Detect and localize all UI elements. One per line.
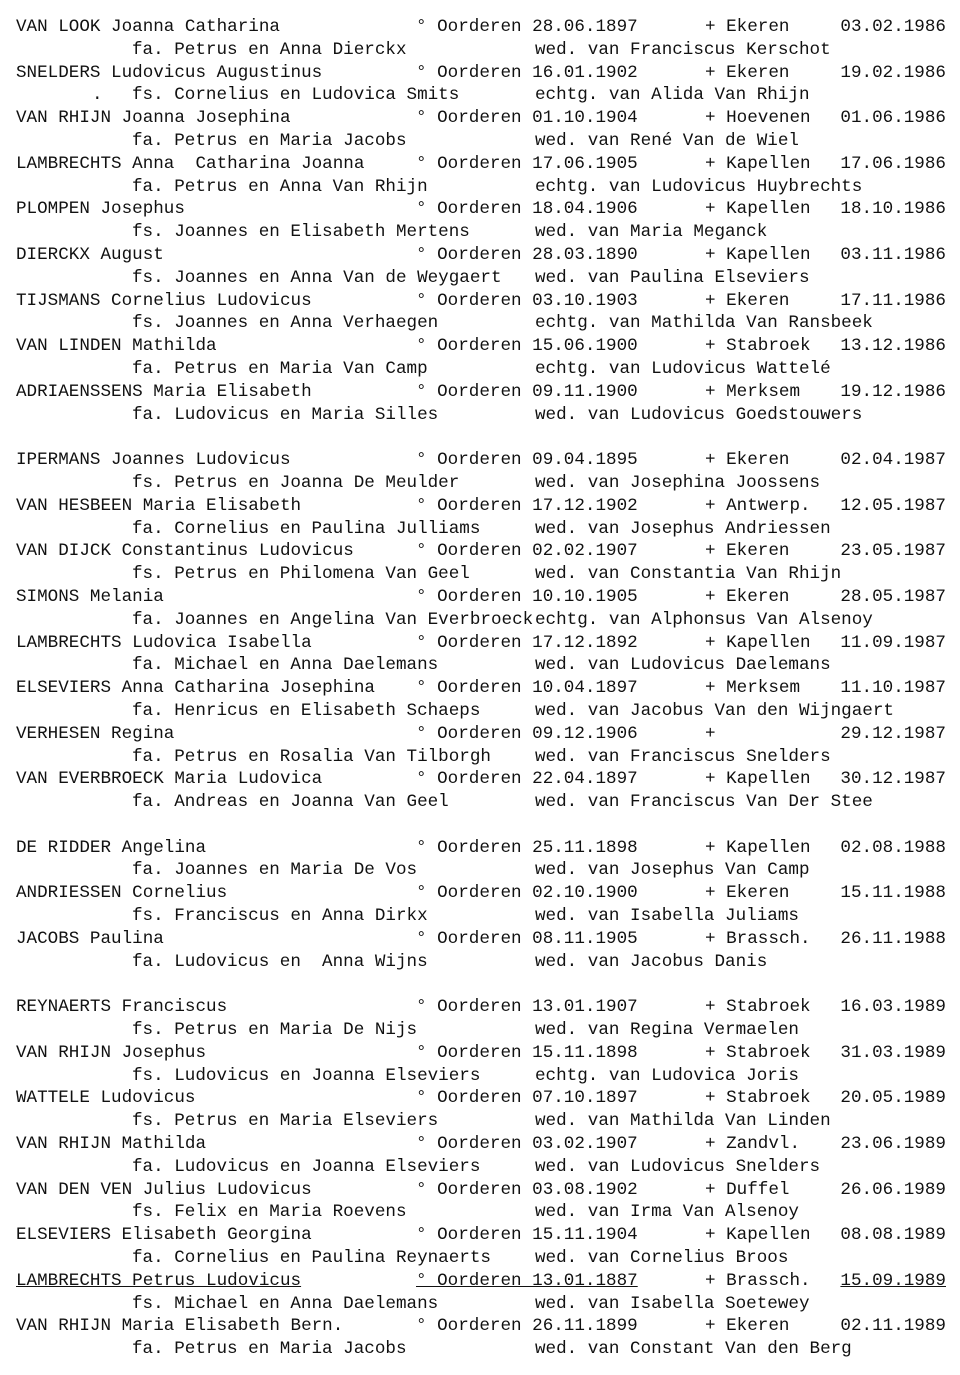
entry-main-line: [0, 768, 960, 791]
death-place: + Ekeren: [705, 450, 790, 471]
entry-main-line: [0, 540, 960, 563]
death-info: [705, 837, 946, 860]
parents-info: fa. Cornelius en Paulina Reynaerts: [132, 1248, 491, 1269]
death-place: + Ekeren: [705, 290, 790, 311]
parents-info: fa. Petrus en Maria Jacobs: [132, 130, 407, 151]
parents-info: fs. Ludovicus en Joanna Elseviers: [132, 1065, 481, 1086]
entry-main-line: [0, 244, 960, 267]
birth-info: ° Oorderen 28.03.1890: [416, 244, 638, 265]
entry-main-line: [0, 1087, 960, 1110]
entry-main-line: [0, 495, 960, 518]
person-name: VAN RHIJN Joanna Josephina: [16, 108, 291, 129]
death-place: + Ekeren: [705, 541, 790, 562]
death-info: [705, 198, 946, 221]
death-info: [705, 62, 946, 85]
death-place: + Kapellen: [705, 632, 811, 653]
register-entry: [0, 586, 960, 632]
register-entry: [0, 1270, 960, 1316]
parents-info: fa. Michael en Anna Daelemans: [132, 655, 439, 676]
death-place: + Kapellen: [705, 199, 811, 220]
spouse-info: wed. van Regina Vermaelen: [535, 1020, 799, 1041]
parents-info: fa. Andreas en Joanna Van Geel: [132, 792, 449, 813]
person-name: SNELDERS Ludovicus Augustinus: [16, 62, 323, 83]
person-name: SIMONS Melania: [16, 586, 164, 607]
parents-info: fa. Petrus en Anna Van Rhijn: [132, 176, 428, 197]
entry-detail-line: [0, 518, 960, 541]
death-info: [705, 928, 946, 951]
year-separator: [0, 426, 960, 449]
parents-info: fa. Cornelius en Paulina Julliams: [132, 518, 481, 539]
spouse-info: wed. van Constant Van den Berg: [535, 1339, 852, 1360]
person-name: VAN RHIJN Maria Elisabeth Bern.: [16, 1316, 344, 1337]
person-name: DE RIDDER Angelina: [16, 837, 207, 858]
entry-detail-line: [0, 1338, 960, 1361]
entry-detail-line: [0, 176, 960, 199]
entry-main-line: [0, 62, 960, 85]
birth-info: ° Oorderen 09.12.1906: [416, 723, 638, 744]
person-name: VAN RHIJN Josephus: [16, 1042, 207, 1063]
death-date: 11.10.1987: [840, 678, 946, 699]
register-entry: [0, 1224, 960, 1270]
birth-info: ° Oorderen 07.10.1897: [416, 1088, 638, 1109]
birth-info: ° Oorderen 10.04.1897: [416, 678, 638, 699]
spouse-info: wed. van Ludovicus Goedstouwers: [535, 404, 863, 425]
spouse-info: wed. van Franciscus Snelders: [535, 746, 831, 767]
register-entry: [0, 153, 960, 199]
death-date: 29.12.1987: [840, 723, 946, 744]
spouse-info: echtg. van Alida Van Rhijn: [535, 85, 810, 106]
death-date: 16.03.1989: [840, 997, 946, 1018]
person-name: DIERCKX August: [16, 244, 164, 265]
person-name: WATTELE Ludovicus: [16, 1088, 196, 1109]
death-place: + Hoevenen: [705, 108, 811, 129]
death-place: + Merksem: [705, 678, 801, 699]
entry-main-line: [0, 107, 960, 130]
death-place: + Ekeren: [705, 17, 790, 37]
death-info: [705, 768, 946, 791]
birth-info: ° Oorderen 25.11.1898: [416, 837, 638, 858]
entry-detail-line: [0, 312, 960, 335]
death-place: + Kapellen: [705, 769, 811, 790]
death-date: 02.04.1987: [840, 450, 946, 471]
person-name: LAMBRECHTS Petrus Ludovicus: [16, 1270, 302, 1291]
death-place: + Ekeren: [705, 1316, 790, 1337]
birth-info: ° Oorderen 09.04.1895: [416, 450, 638, 471]
register-entry: [0, 1042, 960, 1088]
death-place: + Zandvl.: [705, 1134, 801, 1155]
death-info: [705, 290, 946, 313]
death-date: 23.06.1989: [840, 1134, 946, 1155]
entry-detail-line: [0, 1156, 960, 1179]
person-name: VAN DEN VEN Julius Ludovicus: [16, 1179, 312, 1200]
parents-info: fs. Joannes en Elisabeth Mertens: [132, 222, 470, 243]
entry-main-line: [0, 837, 960, 860]
death-place: + Ekeren: [705, 586, 790, 607]
death-date: 19.12.1986: [840, 381, 946, 402]
entry-main-line: [0, 1133, 960, 1156]
entry-main-line: [0, 290, 960, 313]
death-place: + Stabroek: [705, 1042, 811, 1063]
person-name: ELSEVIERS Anna Catharina Josephina: [16, 678, 375, 699]
entry-detail-line: [0, 1201, 960, 1224]
parents-info: fa. Petrus en Anna Dierckx: [132, 39, 407, 60]
death-place: + Kapellen: [705, 244, 811, 265]
death-place: + Brassch.: [705, 1270, 811, 1291]
register-entry: [0, 107, 960, 153]
birth-info: ° Oorderen 26.11.1899: [416, 1316, 638, 1337]
register-entry: [0, 198, 960, 244]
death-register-page: [0, 16, 960, 1361]
death-place: + Stabroek: [705, 1088, 811, 1109]
birth-info: ° Oorderen 28.06.1897: [416, 17, 638, 37]
death-info: [705, 244, 946, 267]
spouse-info: echtg. van Alphonsus Van Alsenoy: [535, 609, 873, 630]
death-place: + Duffel: [705, 1179, 790, 1200]
death-info: [705, 495, 946, 518]
entry-main-line: [0, 723, 960, 746]
entry-detail-line: [0, 905, 960, 928]
entry-main-line: [0, 1179, 960, 1202]
entry-detail-line: [0, 1247, 960, 1270]
death-place: + Merksem: [705, 381, 801, 402]
parents-info: fa. Joannes en Maria De Vos: [132, 860, 418, 881]
parents-info: fs. Joannes en Anna Verhaegen: [132, 313, 439, 334]
entry-detail-line: [0, 1019, 960, 1042]
parents-info: fa. Ludovicus en Maria Silles: [132, 404, 439, 425]
birth-info: ° Oorderen 03.02.1907: [416, 1134, 638, 1155]
entry-detail-line: [0, 1065, 960, 1088]
spouse-info: echtg. van Ludovicus Wattelé: [535, 358, 831, 379]
person-name: REYNAERTS Franciscus: [16, 997, 228, 1018]
death-date: 03.11.1986: [840, 244, 946, 265]
birth-info: ° Oorderen 16.01.1902: [416, 62, 638, 83]
death-date: 18.10.1986: [840, 199, 946, 220]
stray-mark: .: [92, 85, 103, 106]
register-entry: [0, 1087, 960, 1133]
register-entry: [0, 290, 960, 336]
death-info: [705, 153, 946, 176]
entry-main-line: [0, 1315, 960, 1338]
entry-detail-line: [0, 791, 960, 814]
death-place: + Kapellen: [705, 153, 811, 174]
register-entry: [0, 381, 960, 427]
death-info: [705, 449, 946, 472]
birth-info: ° Oorderen 09.11.1900: [416, 381, 638, 402]
person-name: VAN LINDEN Mathilda: [16, 336, 217, 357]
death-place: + Kapellen: [705, 837, 811, 858]
entry-detail-line: [0, 1110, 960, 1133]
entry-main-line: [0, 449, 960, 472]
year-separator: [0, 973, 960, 996]
birth-info: ° Oorderen 15.06.1900: [416, 336, 638, 357]
person-name: LAMBRECHTS Anna Catharina Joanna: [16, 153, 365, 174]
death-info: [705, 16, 946, 39]
person-name: ELSEVIERS Elisabeth Georgina: [16, 1225, 312, 1246]
person-name: TIJSMANS Cornelius Ludovicus: [16, 290, 312, 311]
spouse-info: wed. van Jacobus Danis: [535, 951, 768, 972]
spouse-info: wed. van Cornelius Broos: [535, 1248, 789, 1269]
register-entry: [0, 335, 960, 381]
death-date: 30.12.1987: [840, 769, 946, 790]
birth-info: ° Oorderen 02.10.1900: [416, 883, 638, 904]
birth-info: ° Oorderen 10.10.1905: [416, 586, 638, 607]
death-date: 19.02.1986: [840, 62, 946, 83]
entry-main-line: [0, 586, 960, 609]
birth-info: ° Oorderen 17.12.1902: [416, 495, 638, 516]
register-entry: [0, 1133, 960, 1179]
death-date: 01.06.1986: [840, 108, 946, 129]
death-date: 28.05.1987: [840, 586, 946, 607]
death-date: 20.05.1989: [840, 1088, 946, 1109]
entry-detail-line: [0, 654, 960, 677]
register-entry: [0, 449, 960, 495]
parents-info: fa. Ludovicus en Anna Wijns: [132, 951, 428, 972]
entry-main-line: [0, 198, 960, 221]
death-date: 26.06.1989: [840, 1179, 946, 1200]
death-info: [705, 723, 946, 746]
death-date: 17.11.1986: [840, 290, 946, 311]
register-entry: [0, 1315, 960, 1361]
spouse-info: wed. van Isabella Juliams: [535, 906, 799, 927]
register-entry: [0, 677, 960, 723]
entry-detail-line: [0, 472, 960, 495]
entry-main-line: [0, 381, 960, 404]
entry-detail-line: [0, 39, 960, 62]
entry-detail-line: [0, 130, 960, 153]
death-place: + Kapellen: [705, 1225, 811, 1246]
birth-info: ° Oorderen 22.04.1897: [416, 769, 638, 790]
parents-info: fa. Petrus en Rosalia Van Tilborgh: [132, 746, 491, 767]
death-info: [705, 1315, 946, 1338]
spouse-info: echtg. van Ludovica Joris: [535, 1065, 799, 1086]
parents-info: fs. Franciscus en Anna Dirkx: [132, 906, 428, 927]
parents-info: fa. Henricus en Elisabeth Schaeps: [132, 700, 481, 721]
death-info: [705, 1087, 946, 1110]
parents-info: fs. Petrus en Philomena Van Geel: [132, 564, 470, 585]
spouse-info: wed. van Constantia Van Rhijn: [535, 564, 842, 585]
death-info: [705, 335, 946, 358]
parents-info: fs. Cornelius en Ludovica Smits: [132, 85, 460, 106]
parents-info: fs. Joannes en Anna Van de Weygaert: [132, 267, 502, 288]
entry-main-line: [0, 677, 960, 700]
birth-info: ° Oorderen 03.08.1902: [416, 1179, 638, 1200]
entry-detail-line: [0, 1293, 960, 1316]
entry-main-line: [0, 1042, 960, 1065]
birth-info: ° Oorderen 18.04.1906: [416, 199, 638, 220]
person-name: IPERMANS Joannes Ludovicus: [16, 450, 291, 471]
death-date: 11.09.1987: [840, 632, 946, 653]
birth-info: ° Oorderen 15.11.1904: [416, 1225, 638, 1246]
death-date: 03.02.1986: [840, 17, 946, 37]
register-entry: [0, 244, 960, 290]
entry-detail-line: [0, 563, 960, 586]
birth-info: ° Oorderen 01.10.1904: [416, 108, 638, 129]
spouse-info: wed. van Josephina Joossens: [535, 472, 821, 493]
death-info: [705, 1133, 946, 1156]
death-date: 26.11.1988: [840, 928, 946, 949]
person-name: ADRIAENSSENS Maria Elisabeth: [16, 381, 312, 402]
register-entry: [0, 837, 960, 883]
register-entry: [0, 632, 960, 678]
entry-detail-line: [0, 358, 960, 381]
birth-info: ° Oorderen 02.02.1907: [416, 541, 638, 562]
birth-info: ° Oorderen 08.11.1905: [416, 928, 638, 949]
spouse-info: wed. van Ludovicus Daelemans: [535, 655, 831, 676]
register-entry: [0, 882, 960, 928]
death-date: 12.05.1987: [840, 495, 946, 516]
register-entry: [0, 540, 960, 586]
death-date: 08.08.1989: [840, 1225, 946, 1246]
spouse-info: wed. van Josephus Andriessen: [535, 518, 831, 539]
person-name: VAN HESBEEN Maria Elisabeth: [16, 495, 302, 516]
entry-detail-line: [0, 404, 960, 427]
entry-main-line: [0, 1270, 960, 1293]
person-name: VAN LOOK Joanna Catharina: [16, 17, 280, 37]
death-info: [705, 1224, 946, 1247]
parents-info: fs. Petrus en Joanna De Meulder: [132, 472, 460, 493]
register-entry: [0, 495, 960, 541]
entry-detail-line: [0, 221, 960, 244]
register-entry: [0, 768, 960, 814]
parents-info: fs. Petrus en Maria De Nijs: [132, 1020, 418, 1041]
death-info: [705, 107, 946, 130]
entry-detail-line: [0, 609, 960, 632]
person-name: PLOMPEN Josephus: [16, 199, 185, 220]
birth-info: ° Oorderen 17.06.1905: [416, 153, 638, 174]
entry-main-line: [0, 882, 960, 905]
death-place: + Ekeren: [705, 62, 790, 83]
spouse-info: wed. van Franciscus Kerschot: [535, 39, 831, 60]
death-place: + Antwerp.: [705, 495, 811, 516]
parents-info: fs. Petrus en Maria Elseviers: [132, 1111, 439, 1132]
death-info: [705, 586, 946, 609]
spouse-info: wed. van Irma Van Alsenoy: [535, 1202, 799, 1223]
register-entry: [0, 1179, 960, 1225]
person-name: ANDRIESSEN Cornelius: [16, 883, 228, 904]
spouse-info: wed. van Paulina Elseviers: [535, 267, 810, 288]
birth-info: ° Oorderen 17.12.1892: [416, 632, 638, 653]
person-name: VERHESEN Regina: [16, 723, 175, 744]
spouse-info: echtg. van Ludovicus Huybrechts: [535, 176, 863, 197]
entry-main-line: [0, 996, 960, 1019]
death-date: 17.06.1986: [840, 153, 946, 174]
death-info: [705, 540, 946, 563]
register-entry: [0, 16, 960, 62]
register-entry: [0, 928, 960, 974]
register-entry: [0, 996, 960, 1042]
spouse-info: wed. van Maria Meganck: [535, 222, 768, 243]
death-date: 13.12.1986: [840, 336, 946, 357]
entry-main-line: [0, 16, 960, 39]
death-place: + Ekeren: [705, 883, 790, 904]
person-name: VAN RHIJN Mathilda: [16, 1134, 207, 1155]
spouse-info: wed. van Jacobus Van den Wijngaert: [535, 700, 894, 721]
entry-main-line: [0, 153, 960, 176]
death-date: 02.08.1988: [840, 837, 946, 858]
spouse-info: wed. van Mathilda Van Linden: [535, 1111, 831, 1132]
parents-info: fa. Petrus en Maria Jacobs: [132, 1339, 407, 1360]
parents-info: fs. Michael en Anna Daelemans: [132, 1293, 439, 1314]
parents-info: fa. Ludovicus en Joanna Elseviers: [132, 1156, 481, 1177]
entry-detail-line: [0, 84, 960, 107]
death-info: [705, 882, 946, 905]
spouse-info: wed. van René Van de Wiel: [535, 130, 799, 151]
birth-info: ° Oorderen 13.01.1887: [416, 1270, 638, 1291]
entry-main-line: [0, 928, 960, 951]
birth-info: ° Oorderen 03.10.1903: [416, 290, 638, 311]
parents-info: fa. Joannes en Angelina Van Everbroeck: [132, 609, 534, 630]
spouse-info: wed. van Ludovicus Snelders: [535, 1156, 821, 1177]
spouse-info: wed. van Isabella Soetewey: [535, 1293, 810, 1314]
entry-main-line: [0, 335, 960, 358]
spouse-info: echtg. van Mathilda Van Ransbeek: [535, 313, 873, 334]
death-date: 15.09.1989: [840, 1270, 946, 1291]
death-date: 15.11.1988: [840, 883, 946, 904]
year-separator: [0, 814, 960, 837]
death-info: [705, 677, 946, 700]
entry-detail-line: [0, 267, 960, 290]
death-info: [705, 632, 946, 655]
death-info: [705, 1179, 946, 1202]
death-place: + Stabroek: [705, 336, 811, 357]
entry-main-line: [0, 1224, 960, 1247]
person-name: JACOBS Paulina: [16, 928, 164, 949]
death-info: [705, 1270, 946, 1293]
birth-info: ° Oorderen 15.11.1898: [416, 1042, 638, 1063]
register-entry: [0, 62, 960, 108]
entry-detail-line: [0, 859, 960, 882]
spouse-info: wed. van Franciscus Van Der Stee: [535, 792, 873, 813]
person-name: VAN DIJCK Constantinus Ludovicus: [16, 541, 354, 562]
spouse-info: wed. van Josephus Van Camp: [535, 860, 810, 881]
person-name: LAMBRECHTS Ludovica Isabella: [16, 632, 312, 653]
death-info: [705, 381, 946, 404]
entry-detail-line: [0, 746, 960, 769]
parents-info: fa. Petrus en Maria Van Camp: [132, 358, 428, 379]
parents-info: fs. Felix en Maria Roevens: [132, 1202, 407, 1223]
birth-info: ° Oorderen 13.01.1907: [416, 997, 638, 1018]
death-date: 23.05.1987: [840, 541, 946, 562]
death-date: 31.03.1989: [840, 1042, 946, 1063]
death-date: 02.11.1989: [840, 1316, 946, 1337]
death-place: + Stabroek: [705, 997, 811, 1018]
entry-detail-line: [0, 700, 960, 723]
death-place: + Brassch.: [705, 928, 811, 949]
death-place: +: [705, 723, 716, 744]
entry-main-line: [0, 632, 960, 655]
death-info: [705, 1042, 946, 1065]
register-entry: [0, 723, 960, 769]
entry-detail-line: [0, 951, 960, 974]
person-name: VAN EVERBROECK Maria Ludovica: [16, 769, 323, 790]
death-info: [705, 996, 946, 1019]
